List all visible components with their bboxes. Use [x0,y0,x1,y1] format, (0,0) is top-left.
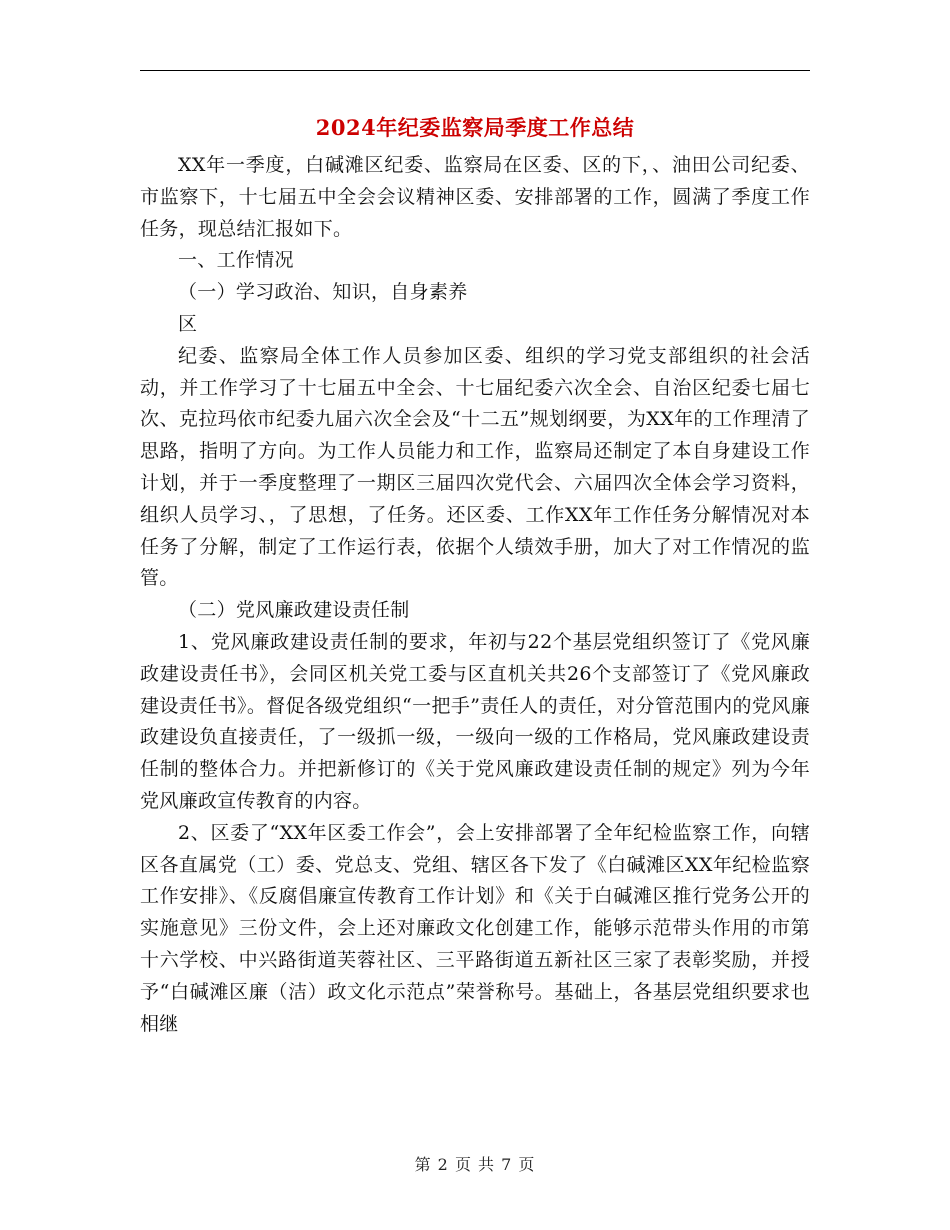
subsection-heading-responsibility: （二）党风廉政建设责任制 [178,599,410,622]
document-body [140,150,810,1040]
subsection-heading-study: （一）学习政治、知识，自身素养 [178,281,468,304]
paragraph-responsibility-2: 2、区委了“XX年区委工作会”，会上安排部署了全年纪检监察工作，向辖区各直属党（工）委、党总支、党组、辖区各下发了《白碱滩区XX年纪检监察工作安排》、《反腐倡廉宣传教育工作计划》和《关于白碱滩区推行党务公开的实施意见》三份文件，会上还对廉政文化创建工作，能够示范带头作用的市第十六学校、中兴路街道芙蓉社区、三平路街道五新社区三家了表彰奖励，并授予“白碱滩区廉（洁）政文化示范点”荣誉称号。基础上，各基层党组织要求也相继 [140,821,810,1035]
paragraph-responsibility-1: 1、党风廉政建设责任制的要求，年初与22个基层党组织签订了《党风廉政建设责任书》，会同区机关党工委与区直机关共26个支部签订了《党风廉政建设责任书》。督促各级党组织“一把手”责任人的责任，对分管范围内的党风廉政建设负直接责任，了一级抓一级，一级向一级的工作格局，党风廉政建设责任制的整体合力。并把新修订的《关于党风廉政建设责任制的规定》列为今年党风廉政宣传教育的内容。 [140,630,810,812]
section-heading-work-status: 一、工作情况 [178,249,294,272]
paragraph-fragment: 区 [178,312,198,335]
header-rule [140,70,810,71]
document-title: 2024年纪委监察局季度工作总结 [315,115,635,140]
paragraph-study: 纪委、监察局全体工作人员参加区委、组织的学习党支部组织的社会活动，并工作学习了十七届五中全会、十七届纪委六次全会、自治区纪委七届七次、克拉玛依市纪委九届六次全会及“十二五”规划纲要，为XX年的工作理清了思路，指明了方向。为工作人员能力和工作，监察局还制定了本自身建设工作计划，并于一季度整理了一期区三届四次党代会、六届四次全体会学习资料，组织人员学习、，了思想，了任务。还区委、工作XX年工作任务分解情况对本任务了分解，制定了工作运行表，依据个人绩效手册，加大了对工作情况的监管。 [140,344,810,590]
page-footer: 第 2 页 共 7 页 [414,1155,536,1174]
paragraph-intro: XX年一季度，白碱滩区纪委、监察局在区委、区的下，、油田公司纪委、市监察下，十七届五中全会会议精神区委、安排部署的工作，圆满了季度工作任务，现总结汇报如下。 [140,154,810,240]
